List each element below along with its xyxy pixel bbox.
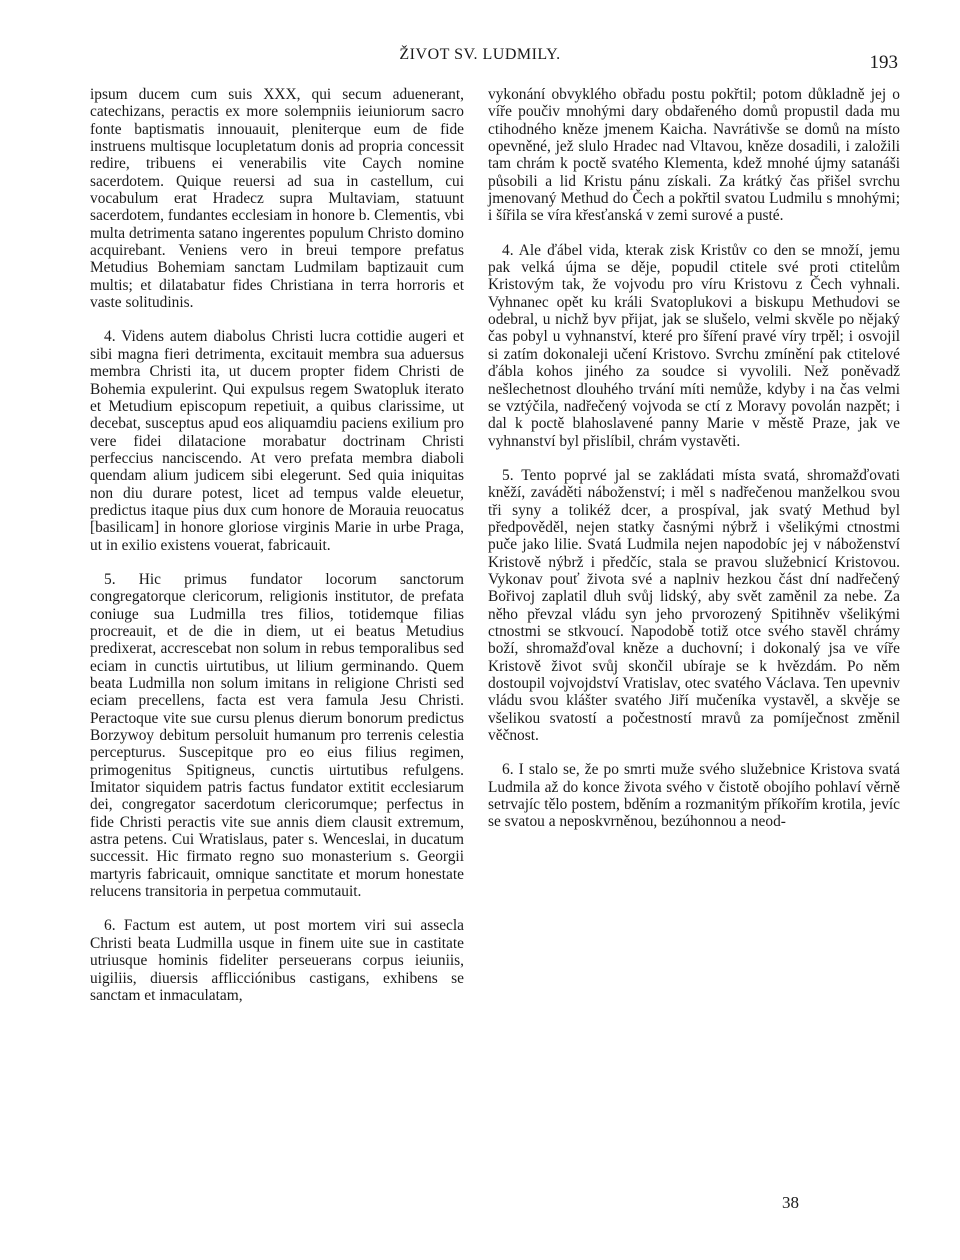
signature-mark: 38 [782, 1193, 799, 1212]
latin-column [90, 86, 464, 1004]
czech-paragraph-5: 5. Tento poprvé jal se zakládati místa svatá, shromažďovati kněží, zaváděti náboženství; i měl s nadřečenou manželkou svou tři syny a tolikéž dcer, a prospíval, jak svatý Methud byl předpověděl, nejen statky časnými nýbrž i všelikými ctnostmi puče jako lilie. Svatá Ludmila nejen napodobíc jej v náboženství Kristově nýbrž i předčíc, stala se pravou služebnicí Kristovou. Vykonav pouť života své a naplniv hezkou část dní nadřečený Bořivoj zaplatil dluh svůj lidský, aby svět zaměnil za nebe. Za něho převzal vládu syn jeho prvorozený Spitihněv všelikými ctnostmi se stkvoucí. Napodobě totiž otce svého stavěl chrámy boží, shromažďoval kněze a duchovní; i dokonalý jsa ve víře Kristově život svůj skončil ubíraje se k hvězdám. Po něm dostoupil vojvojdství Vratislav, otec svatého Václava. Ten upevniv vládu svou klášter svatého Jiří mučeníka vystavěl, a skvěje se všelikou svatostí a počestností mravů za pomíječnost změnil věčnost. [488, 466, 900, 745]
czech-paragraph-6: 6. I stalo se, že po smrti muže svého služebnice Kristova svatá Ludmila až do konce života svého v čistotě obojího pohlaví věrně setrvajíc tělo postem, bděním a rozmanitým příkořím krotila, jevíc se svatou a neposkvrněnou, bezúhonnou a neod- [488, 761, 900, 831]
page-number: 193 [869, 52, 898, 73]
latin-paragraph-continuation: ipsum ducem cum suis XXX, qui secum aduenerant, catechizans, peractis ex more solempniis ieiuniorum sacro fonte baptismatis innouauit, pleniterque eum de fide instruens multisque locupletatum donis ad propria concessit redire, tribuens ei venerabilis vite Caych nomine sacerdotem. Quique reuersi ad sua in castellum, cui vocabulum erat Hradecz supra Multaviam, statuunt sacerdotem, fundantes ecclesiam in honore b. Clementis, vbi multa detrimenta satano ingerentes populum Christo domino acquirebant. Veniens vero in breui tempore prefatus Metudius Bohemiam sanctam Ludmilam baptizauit cum multis; et dilatabatur fides Christiana in terra horroris et vaste solitudinis. [90, 86, 464, 312]
czech-paragraph-4: 4. Ale ďábel vida, kterak zisk Kristův co den se množí, jemu pak velká újma se děje, popudil ctitele své proti ctitelům Kristovým tak, že vojvodu pro víru Kristovu z Čech vyhnali. Vyhnanec opět ku králi Svatoplukovi a biskupu Methudovi se odebral, u nichž byv přijat, jak se slušelo, velmi skvěle po nějaký čas pobyl u vyhnanství, které pro šíření pravé víry trpěl; i osvojil si zatím dokonaleji učení Kristovo. Svrchu zmínění pak ctitelové ďábla kohos jiného za soudce si vyvolili. Než poněvadž nešlechetnost dlouhého trvání míti nemůže, kdyby i na čas velmi se vztýčila, nadřečený vojvoda se ctí z Moravy povolán nazpět; i dal k poctě blahoslavené panny Marie v městě Praze, jak ve vyhnanství byl přislíbil, chrám vystavěti. [488, 241, 900, 450]
czech-paragraph-continuation: vykonání obvyklého obřadu postu pokřtil; potom důkladně jej o víře poučiv mnohými dary obdařeného domů propustil dada mu ctihodného kněze jmenem Kaicha. Navrátivše se domů na místo opevněné, jež slulo Hradec nad Vltavou, kněze dosadili, i založili tam chrám k poctě svatého Klementa, kdež mnohé újmy satanáši působili a lid Kristu pánu získali. Za krátký čas přišel svrchu jmenovaný Methud do Čech a pokřtil svatou Ludmilu s mnohými; i šířila se víra křesťanská v zemi surové a pusté. [488, 86, 900, 225]
latin-paragraph-4: 4. Videns autem diabolus Christi lucra cottidie augeri et sibi magna fieri detrimenta, excitauit membra sua aduersus membra Christi ita, ut ducem propter fidem Christi de Bohemia expulerint. Qui expulsus regem Swatopluk iterato et Metudium episcopum repetiuit, a quibus clarissime, ut decebat, susceptus apud eos aliquamdiu paciens exilium pro vere fidei dilatacione morabatur doctrinam Christi perfeccius nanciscendo. At vero prefata membra diaboli quendam alium judicem sibi elegerunt. Sed quia iniquitas non diu durare potest, licet ad tempus valde eleuetur, predictus itaque pius dux cum honore de Morauia reuocatus [basilicam] in honore gloriose virginis Marie in urbe Praga, ut in exilio existens vouerat, fabricauit. [90, 328, 464, 554]
czech-column [488, 86, 900, 831]
latin-paragraph-5: 5. Hic primus fundator locorum sanctorum congregatorque clericorum, religionis institutor, de prefata coniuge sua Ludmilla tres filios, totidemque filias procreauit, et de die in diem, ut ei beatus Metudius predixerat, accrescebat non solum in rebus temporalibus sed eciam in cunctis uirtutibus, ut lilium germinando. Quem beata Ludmilla non solum imitans in religione Christi sed eciam precellens, facta est vera famula Jesu Christi. Peractoque vite sue cursu plenus dierum bonorum predictus Borzywoy debitum persoluit humanum pro terrenis celestia percepturus. Suscepitque pro eo eius filius regimen, primogenitus Spitigneus, cunctis uirtutibus refulgens. Imitator siquidem patris factus fundator extitit ecclesiarum dei, congregator sacerdotum clericorumque; perfectus in fide Christi peractis vite sue annis diem clausit extremum, astra petens. Cui Wratislaus, pater s. Wenceslai, in ducatum successit. Hic firmato regno suo monasterium s. Georgii martyris fabricauit, omnique sanctitate et morum honestate relucens transitoria in perpetua commutauit. [90, 570, 464, 901]
running-head: ŽIVOT SV. LUDMILY. [399, 46, 561, 63]
latin-paragraph-6: 6. Factum est autem, ut post mortem viri sui assecla Christi beata Ludmilla usque in finem uite sue in castitate utriusque hominis fideliter perseuerans corpus ieiuniis, uigiliis, diuersis afflicciónibus castigans, exhibens se sanctam et inmaculatam, [90, 917, 464, 1004]
